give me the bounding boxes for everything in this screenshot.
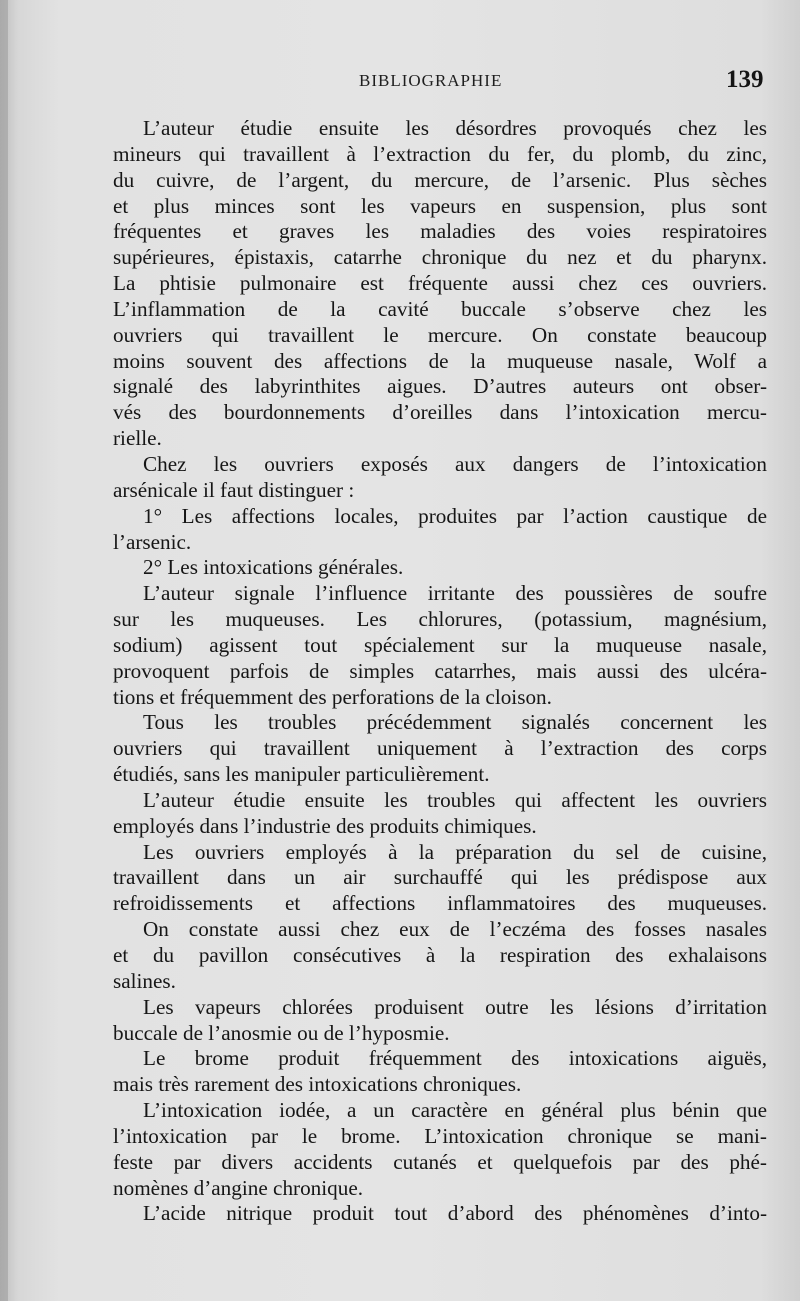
text-line: Tous les troubles précédemment signalés concernent les xyxy=(143,710,767,735)
text-line: signalé des labyrinthites aigues. D’autres auteurs ont obser- xyxy=(113,374,767,399)
binding-shadow xyxy=(0,0,8,1301)
text-line: mineurs qui travaillent à l’extraction du fer, du plomb, du zinc, xyxy=(113,141,767,166)
text-line: L’intoxication iodée, a un caractère en général plus bénin que xyxy=(143,1098,767,1123)
text-line: employés dans l’industrie des produits chimiques. xyxy=(113,813,537,838)
text-line: feste par divers accidents cutanés et quelquefois par des phé- xyxy=(113,1149,767,1174)
text-line: Les ouvriers employés à la préparation du sel de cuisine, xyxy=(143,839,767,864)
text-line: L’auteur étudie ensuite les désordres provoqués chez les xyxy=(143,116,767,140)
text-line: tions et fréquemment des perforations de la cloison. xyxy=(113,684,552,709)
text-line: buccale de l’anosmie ou de l’hyposmie. xyxy=(113,1020,450,1045)
text-line: On constate aussi chez eux de l’eczéma des fosses nasales xyxy=(143,917,767,942)
text-line: arsénicale il faut distinguer : xyxy=(113,477,355,502)
text-line: et du pavillon consécutives à la respiration des exhalaisons xyxy=(113,943,767,967)
body-text xyxy=(113,116,767,1227)
text-line: étudiés, sans les manipuler particulièrement. xyxy=(113,762,490,787)
text-line: salines. xyxy=(113,968,176,993)
page-header xyxy=(0,66,800,96)
text-line: supérieures, épistaxis, catarrhe chronique du nez et du pharynx. xyxy=(113,245,767,270)
text-line: du cuivre, de l’argent, du mercure, de l’arsenic. Plus sèches xyxy=(113,167,767,192)
text-line: fréquentes et graves les maladies des voies respiratoires xyxy=(113,219,767,244)
text-line: et plus minces sont les vapeurs en suspension, plus sont xyxy=(113,193,767,218)
text-line: moins souvent des affections de la muqueuse nasale, Wolf a xyxy=(113,348,767,373)
text-line: vés des bourdonnements d’oreilles dans l’intoxication mercu- xyxy=(113,400,767,425)
text-line: l’intoxication par le brome. L’intoxication chronique se mani- xyxy=(113,1123,767,1148)
text-line: Chez les ouvriers exposés aux dangers de l’intoxication xyxy=(143,451,767,476)
text-line: La phtisie pulmonaire est fréquente aussi chez ces ouvriers. xyxy=(113,271,767,296)
text-line: mais très rarement des intoxications chroniques. xyxy=(113,1072,522,1097)
text-line: rielle. xyxy=(113,426,162,451)
text-line: sodium) agissent tout spécialement sur la muqueuse nasale, xyxy=(113,632,767,657)
text-line: travaillent dans un air surchauffé qui les prédispose aux xyxy=(113,865,767,890)
text-line: l’arsenic. xyxy=(113,529,192,554)
text-line: provoquent parfois de simples catarrhes, mais aussi des ulcéra- xyxy=(113,658,767,683)
text-line: Les vapeurs chlorées produisent outre les lésions d’irritation xyxy=(143,994,767,1019)
text-line: Le brome produit fréquemment des intoxications aiguës, xyxy=(143,1046,767,1071)
text-line: 1° Les affections locales, produites par l’action caustique de xyxy=(143,503,767,528)
text-line: L’acide nitrique produit tout d’abord des phénomènes d’into- xyxy=(143,1201,767,1226)
text-line: sur les muqueuses. Les chlorures, (potassium, magnésium, xyxy=(113,607,767,632)
text-line: 2° Les intoxications générales. xyxy=(143,555,404,580)
text-line: L’inflammation de la cavité buccale s’observe chez les xyxy=(113,296,767,321)
running-title: BIBLIOGRAPHIE xyxy=(359,71,503,90)
page-number: 139 xyxy=(726,66,764,93)
text-line: L’auteur signale l’influence irritante des poussières de soufre xyxy=(143,581,767,606)
text-line: L’auteur étudie ensuite les troubles qui affectent les ouvriers xyxy=(143,787,767,812)
text-line: refroidissements et affections inflammatoires des muqueuses. xyxy=(113,891,767,916)
text-line: nomènes d’angine chronique. xyxy=(113,1175,364,1200)
text-line: ouvriers qui travaillent le mercure. On constate beaucoup xyxy=(113,322,767,347)
text-line: ouvriers qui travaillent uniquement à l’extraction des corps xyxy=(113,736,767,761)
